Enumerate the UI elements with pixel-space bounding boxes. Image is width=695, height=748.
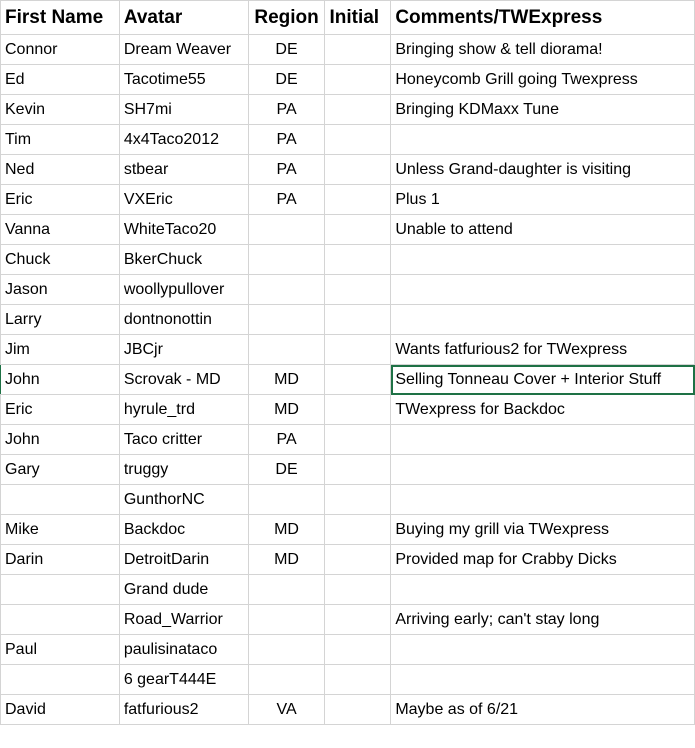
first-name-cell[interactable]: Gary (1, 455, 120, 485)
region-cell[interactable]: PA (248, 95, 325, 125)
avatar-cell[interactable]: Dream Weaver (119, 35, 248, 65)
table-row (1, 275, 695, 305)
avatar-cell[interactable]: Backdoc (119, 515, 248, 545)
first-name-cell[interactable]: Eric (1, 395, 120, 425)
comments-cell[interactable]: Arriving early; can't stay long (391, 605, 695, 635)
initial-cell[interactable] (325, 35, 391, 65)
initial-cell[interactable] (325, 395, 391, 425)
initial-cell[interactable] (325, 245, 391, 275)
table-row (1, 455, 695, 485)
first-name-cell[interactable]: Connor (1, 35, 120, 65)
first-name-cell[interactable] (1, 485, 120, 515)
table-row (1, 485, 695, 515)
comments-cell[interactable] (391, 275, 695, 305)
header-comments[interactable]: Comments/TWExpress (391, 1, 695, 35)
initial-cell[interactable] (325, 155, 391, 185)
comments-cell[interactable]: Maybe as of 6/21 (391, 695, 695, 725)
comments-cell[interactable] (391, 455, 695, 485)
region-cell[interactable] (248, 215, 325, 245)
comments-cell[interactable]: Plus 1 (391, 185, 695, 215)
region-cell[interactable]: PA (248, 155, 325, 185)
first-name-cell[interactable]: Ned (1, 155, 120, 185)
first-name-cell[interactable]: Vanna (1, 215, 120, 245)
table-row (1, 365, 695, 395)
region-cell[interactable]: MD (248, 395, 325, 425)
initial-cell[interactable] (325, 605, 391, 635)
table-row (1, 545, 695, 575)
header-avatar[interactable]: Avatar (119, 1, 248, 35)
table-row (1, 575, 695, 605)
first-name-cell[interactable]: John (1, 425, 120, 455)
table-row (1, 185, 695, 215)
comments-cell[interactable]: Unable to attend (391, 215, 695, 245)
avatar-cell[interactable]: 4x4Taco2012 (119, 125, 248, 155)
comments-cell[interactable]: Buying my grill via TWexpress (391, 515, 695, 545)
first-name-cell[interactable]: John (1, 365, 120, 395)
comments-cell[interactable] (391, 485, 695, 515)
first-name-cell[interactable]: Darin (1, 545, 120, 575)
comments-cell[interactable]: Unless Grand-daughter is visiting (391, 155, 695, 185)
table-row (1, 95, 695, 125)
avatar-cell[interactable]: JBCjr (119, 335, 248, 365)
region-cell[interactable] (248, 335, 325, 365)
initial-cell[interactable] (325, 545, 391, 575)
region-cell[interactable] (248, 275, 325, 305)
avatar-cell[interactable]: dontnonottin (119, 305, 248, 335)
comments-cell[interactable] (391, 635, 695, 665)
comments-cell[interactable] (391, 125, 695, 155)
first-name-cell[interactable] (1, 665, 120, 695)
first-name-cell[interactable]: Mike (1, 515, 120, 545)
first-name-cell[interactable]: Paul (1, 635, 120, 665)
table-row (1, 215, 695, 245)
initial-cell[interactable] (325, 95, 391, 125)
avatar-cell[interactable]: Road_Warrior (119, 605, 248, 635)
comments-cell[interactable]: Wants fatfurious2 for TWexpress (391, 335, 695, 365)
table-row (1, 305, 695, 335)
initial-cell[interactable] (325, 305, 391, 335)
initial-cell[interactable] (325, 125, 391, 155)
avatar-cell[interactable]: DetroitDarin (119, 545, 248, 575)
first-name-cell[interactable]: Jim (1, 335, 120, 365)
table-row (1, 35, 695, 65)
first-name-cell[interactable]: Jason (1, 275, 120, 305)
initial-cell[interactable] (325, 335, 391, 365)
region-cell[interactable] (248, 635, 325, 665)
region-cell[interactable] (248, 605, 325, 635)
region-cell[interactable]: DE (248, 65, 325, 95)
table-row (1, 425, 695, 455)
table-row (1, 515, 695, 545)
region-cell[interactable] (248, 665, 325, 695)
table-row (1, 335, 695, 365)
avatar-cell[interactable]: fatfurious2 (119, 695, 248, 725)
first-name-cell[interactable] (1, 605, 120, 635)
avatar-cell[interactable]: Tacotime55 (119, 65, 248, 95)
table-row (1, 605, 695, 635)
table-row (1, 155, 695, 185)
first-name-cell[interactable]: Kevin (1, 95, 120, 125)
avatar-cell[interactable]: stbear (119, 155, 248, 185)
first-name-cell[interactable]: Ed (1, 65, 120, 95)
first-name-cell[interactable]: Tim (1, 125, 120, 155)
initial-cell[interactable] (325, 185, 391, 215)
avatar-cell[interactable]: paulisinataco (119, 635, 248, 665)
region-cell[interactable]: MD (248, 515, 325, 545)
avatar-cell[interactable]: Grand dude (119, 575, 248, 605)
region-cell[interactable] (248, 245, 325, 275)
table-row (1, 245, 695, 275)
table-row (1, 635, 695, 665)
avatar-cell[interactable]: GunthorNC (119, 485, 248, 515)
initial-cell[interactable] (325, 275, 391, 305)
table-row (1, 65, 695, 95)
avatar-cell[interactable]: Scrovak - MD (119, 365, 248, 395)
first-name-cell[interactable]: Eric (1, 185, 120, 215)
region-cell[interactable]: MD (248, 365, 325, 395)
region-cell[interactable]: MD (248, 545, 325, 575)
avatar-cell[interactable]: Taco critter (119, 425, 248, 455)
comments-cell[interactable]: Honeycomb Grill going Twexpress (391, 65, 695, 95)
first-name-cell[interactable]: Chuck (1, 245, 120, 275)
initial-cell[interactable] (325, 425, 391, 455)
initial-cell[interactable] (325, 575, 391, 605)
initial-cell[interactable] (325, 515, 391, 545)
header-first-name[interactable]: First Name (1, 1, 120, 35)
initial-cell[interactable] (325, 215, 391, 245)
initial-cell[interactable] (325, 695, 391, 725)
initial-cell[interactable] (325, 485, 391, 515)
region-cell[interactable]: DE (248, 455, 325, 485)
first-name-cell[interactable] (1, 575, 120, 605)
region-cell[interactable] (248, 305, 325, 335)
initial-cell[interactable] (325, 65, 391, 95)
comments-cell[interactable] (391, 575, 695, 605)
first-name-cell[interactable]: David (1, 695, 120, 725)
header-initial[interactable]: Initial (325, 1, 391, 35)
comments-cell[interactable]: Bringing KDMaxx Tune (391, 95, 695, 125)
region-cell[interactable]: PA (248, 425, 325, 455)
comments-cell[interactable] (391, 245, 695, 275)
table-row (1, 125, 695, 155)
region-cell[interactable]: PA (248, 185, 325, 215)
avatar-cell[interactable]: hyrule_trd (119, 395, 248, 425)
avatar-cell[interactable]: 6 gearT444E (119, 665, 248, 695)
region-cell[interactable]: VA (248, 695, 325, 725)
comments-cell[interactable]: Provided map for Crabby Dicks (391, 545, 695, 575)
comments-cell[interactable] (391, 665, 695, 695)
first-name-cell[interactable]: Larry (1, 305, 120, 335)
comments-cell[interactable] (391, 305, 695, 335)
region-cell[interactable] (248, 485, 325, 515)
comments-cell[interactable]: Bringing show & tell diorama! (391, 35, 695, 65)
initial-cell[interactable] (325, 635, 391, 665)
header-region[interactable]: Region (248, 1, 325, 35)
initial-cell[interactable] (325, 665, 391, 695)
avatar-cell[interactable]: VXEric (119, 185, 248, 215)
avatar-cell[interactable]: WhiteTaco20 (119, 215, 248, 245)
avatar-cell[interactable]: truggy (119, 455, 248, 485)
comments-cell[interactable]: TWexpress for Backdoc (391, 395, 695, 425)
region-cell[interactable]: PA (248, 125, 325, 155)
avatar-cell[interactable]: BkerChuck (119, 245, 248, 275)
initial-cell[interactable] (325, 455, 391, 485)
table-row (1, 395, 695, 425)
comments-cell[interactable] (391, 425, 695, 455)
avatar-cell[interactable]: woollypullover (119, 275, 248, 305)
table-row (1, 695, 695, 725)
region-cell[interactable]: DE (248, 35, 325, 65)
initial-cell[interactable] (325, 365, 391, 395)
avatar-cell[interactable]: SH7mi (119, 95, 248, 125)
table-row (1, 665, 695, 695)
header-row (1, 1, 695, 35)
region-cell[interactable] (248, 575, 325, 605)
comments-cell[interactable]: Selling Tonneau Cover + Interior Stuff (391, 365, 695, 395)
